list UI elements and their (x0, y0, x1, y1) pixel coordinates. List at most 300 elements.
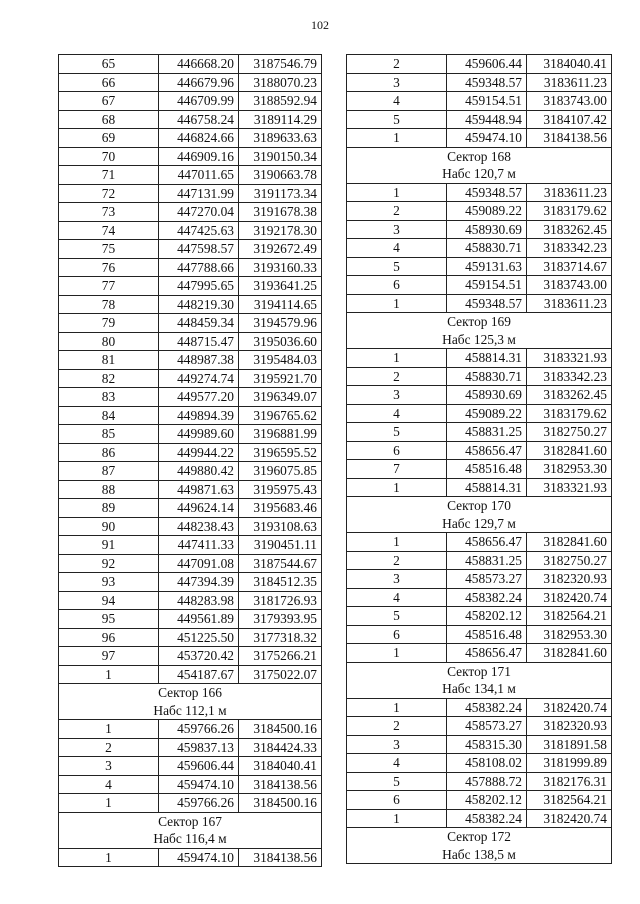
coord-y: 3184500.16 (239, 720, 322, 739)
coord-y: 3195975.43 (239, 480, 322, 499)
coord-y: 3194114.65 (239, 295, 322, 314)
table-row (59, 166, 322, 185)
coord-y: 3195484.03 (239, 351, 322, 370)
coord-x: 453720.42 (159, 647, 239, 666)
coord-y: 3183179.62 (527, 404, 612, 423)
coord-x: 459348.57 (447, 73, 527, 92)
point-number: 5 (347, 607, 447, 626)
point-number: 85 (59, 425, 159, 444)
coord-y: 3190150.34 (239, 147, 322, 166)
table-row (59, 203, 322, 222)
table-row (347, 698, 612, 717)
coord-y: 3182841.60 (527, 644, 612, 663)
table-row (347, 735, 612, 754)
point-number: 6 (347, 625, 447, 644)
table-row (59, 221, 322, 240)
table-row (59, 757, 322, 776)
point-number: 3 (59, 757, 159, 776)
coord-x: 449894.39 (159, 406, 239, 425)
table-row (59, 388, 322, 407)
table-row (347, 257, 612, 276)
point-number: 3 (347, 73, 447, 92)
coord-x: 458108.02 (447, 754, 527, 773)
point-number: 96 (59, 628, 159, 647)
point-number: 2 (347, 717, 447, 736)
point-number: 4 (347, 239, 447, 258)
point-number: 75 (59, 240, 159, 259)
table-row (59, 55, 322, 74)
point-number: 4 (347, 754, 447, 773)
point-number: 95 (59, 610, 159, 629)
coord-x: 448715.47 (159, 332, 239, 351)
coord-y: 3193641.25 (239, 277, 322, 296)
sector-height-row (59, 702, 322, 720)
coord-y: 3182841.60 (527, 533, 612, 552)
table-body-left (59, 55, 322, 867)
point-number: 6 (347, 791, 447, 810)
coord-x: 459348.57 (447, 183, 527, 202)
coord-y: 3182841.60 (527, 441, 612, 460)
table-row (59, 591, 322, 610)
coord-x: 447788.66 (159, 258, 239, 277)
coord-x: 447995.65 (159, 277, 239, 296)
table-row (347, 55, 612, 74)
table-row (59, 295, 322, 314)
sector-header-row (347, 497, 612, 515)
table-row (59, 517, 322, 536)
coord-x: 458831.25 (447, 423, 527, 442)
coord-x: 458656.47 (447, 644, 527, 663)
table-row (59, 147, 322, 166)
coord-x: 449880.42 (159, 462, 239, 481)
coord-x: 446824.66 (159, 129, 239, 148)
coord-x: 459474.10 (447, 129, 527, 148)
coord-y: 3182420.74 (527, 588, 612, 607)
coord-x: 459606.44 (159, 757, 239, 776)
coord-y: 3196595.52 (239, 443, 322, 462)
point-number: 1 (347, 698, 447, 717)
sector-height-row (347, 846, 612, 864)
coord-y: 3184512.35 (239, 573, 322, 592)
point-number: 2 (347, 202, 447, 221)
coord-x: 458656.47 (447, 441, 527, 460)
sector-height-row (347, 331, 612, 349)
coord-y: 3191678.38 (239, 203, 322, 222)
coord-y: 3189114.29 (239, 110, 322, 129)
coord-y: 3182953.30 (527, 460, 612, 479)
table-row (347, 386, 612, 405)
point-number: 1 (59, 848, 159, 867)
table-body-right (347, 55, 612, 864)
point-number: 78 (59, 295, 159, 314)
coord-y: 3179393.95 (239, 610, 322, 629)
coord-x: 459448.94 (447, 110, 527, 129)
coord-x: 447598.57 (159, 240, 239, 259)
sector-height-row (59, 830, 322, 848)
coord-x: 458382.24 (447, 698, 527, 717)
sector-height-row (347, 680, 612, 698)
point-number: 74 (59, 221, 159, 240)
table-row (59, 240, 322, 259)
coord-x: 446679.96 (159, 73, 239, 92)
point-number: 2 (347, 55, 447, 74)
table-row (59, 184, 322, 203)
coord-x: 458516.48 (447, 460, 527, 479)
table-row (347, 183, 612, 202)
table-row (347, 276, 612, 295)
coord-x: 458831.25 (447, 551, 527, 570)
coord-x: 446668.20 (159, 55, 239, 74)
coord-x: 448987.38 (159, 351, 239, 370)
coordinates-table-right (346, 54, 612, 864)
coord-y: 3183179.62 (527, 202, 612, 221)
point-number: 1 (347, 349, 447, 368)
point-number: 4 (59, 775, 159, 794)
point-number: 81 (59, 351, 159, 370)
table-row (347, 754, 612, 773)
coord-y: 3183321.93 (527, 478, 612, 497)
coord-y: 3194579.96 (239, 314, 322, 333)
coord-y: 3183611.23 (527, 183, 612, 202)
coord-x: 458830.71 (447, 367, 527, 386)
coord-x: 459131.63 (447, 257, 527, 276)
point-number: 65 (59, 55, 159, 74)
table-row (347, 239, 612, 258)
coord-y: 3187546.79 (239, 55, 322, 74)
point-number: 4 (347, 404, 447, 423)
table-row (59, 480, 322, 499)
sector-title: Сектор 167 (59, 812, 322, 830)
table-row (59, 573, 322, 592)
coordinates-table-left (58, 54, 322, 867)
coord-y: 3184138.56 (239, 848, 322, 867)
coord-y: 3192178.30 (239, 221, 322, 240)
coord-y: 3191173.34 (239, 184, 322, 203)
coord-y: 3184138.56 (527, 129, 612, 148)
coord-y: 3183321.93 (527, 349, 612, 368)
point-number: 1 (347, 183, 447, 202)
coord-y: 3184107.42 (527, 110, 612, 129)
coord-x: 457888.72 (447, 772, 527, 791)
coord-x: 458930.69 (447, 220, 527, 239)
coord-x: 458930.69 (447, 386, 527, 405)
coord-x: 447131.99 (159, 184, 239, 203)
coord-x: 458814.31 (447, 478, 527, 497)
table-row (59, 425, 322, 444)
point-number: 93 (59, 573, 159, 592)
table-row (59, 848, 322, 867)
coord-y: 3182750.27 (527, 551, 612, 570)
table-row (347, 717, 612, 736)
coord-y: 3182953.30 (527, 625, 612, 644)
sector-height-row (347, 165, 612, 183)
point-number: 83 (59, 388, 159, 407)
coord-y: 3181726.93 (239, 591, 322, 610)
table-row (59, 129, 322, 148)
sector-title: Сектор 169 (347, 313, 612, 331)
table-row (59, 775, 322, 794)
table-row (347, 625, 612, 644)
page-number: 102 (311, 18, 329, 32)
table-row (59, 554, 322, 573)
coord-x: 448459.34 (159, 314, 239, 333)
coord-x: 446758.24 (159, 110, 239, 129)
table-row (59, 258, 322, 277)
coord-x: 447091.08 (159, 554, 239, 573)
table-row (59, 443, 322, 462)
table-row (347, 551, 612, 570)
table-row (59, 794, 322, 813)
coord-y: 3183611.23 (527, 73, 612, 92)
coord-y: 3193160.33 (239, 258, 322, 277)
coord-y: 3189633.63 (239, 129, 322, 148)
coord-x: 458202.12 (447, 607, 527, 626)
point-number: 4 (347, 92, 447, 111)
coord-y: 3195036.60 (239, 332, 322, 351)
point-number: 79 (59, 314, 159, 333)
table-row (347, 478, 612, 497)
coord-x: 459089.22 (447, 202, 527, 221)
point-number: 1 (347, 644, 447, 663)
coord-x: 446909.16 (159, 147, 239, 166)
table-row (347, 73, 612, 92)
table-row (347, 202, 612, 221)
point-number: 87 (59, 462, 159, 481)
sector-habs: Набс 129,7 м (347, 515, 612, 533)
table-row (347, 570, 612, 589)
table-row (59, 277, 322, 296)
coord-x: 458202.12 (447, 791, 527, 810)
coord-x: 447411.33 (159, 536, 239, 555)
coord-y: 3184138.56 (239, 775, 322, 794)
point-number: 66 (59, 73, 159, 92)
point-number: 7 (347, 460, 447, 479)
coord-x: 451225.50 (159, 628, 239, 647)
point-number: 91 (59, 536, 159, 555)
coord-y: 3182564.21 (527, 791, 612, 810)
coord-y: 3182320.93 (527, 570, 612, 589)
table-row (59, 647, 322, 666)
sector-header-row (347, 147, 612, 165)
point-number: 68 (59, 110, 159, 129)
coord-x: 449871.63 (159, 480, 239, 499)
table-row (347, 588, 612, 607)
coord-x: 458830.71 (447, 239, 527, 258)
coord-x: 458656.47 (447, 533, 527, 552)
coord-y: 3190663.78 (239, 166, 322, 185)
table-row (59, 110, 322, 129)
point-number: 90 (59, 517, 159, 536)
point-number: 3 (347, 570, 447, 589)
sector-title: Сектор 170 (347, 497, 612, 515)
coord-x: 458573.27 (447, 570, 527, 589)
coord-y: 3181891.58 (527, 735, 612, 754)
coord-y: 3183262.45 (527, 386, 612, 405)
point-number: 92 (59, 554, 159, 573)
coord-x: 459837.13 (159, 738, 239, 757)
coord-x: 459474.10 (159, 775, 239, 794)
coord-y: 3182564.21 (527, 607, 612, 626)
point-number: 3 (347, 386, 447, 405)
sector-header-row (59, 812, 322, 830)
point-number: 69 (59, 129, 159, 148)
coord-x: 458516.48 (447, 625, 527, 644)
coord-y: 3196881.99 (239, 425, 322, 444)
point-number: 1 (347, 533, 447, 552)
coord-y: 3184424.33 (239, 738, 322, 757)
coord-x: 458814.31 (447, 349, 527, 368)
coord-x: 448238.43 (159, 517, 239, 536)
coord-x: 449561.89 (159, 610, 239, 629)
table-row (347, 533, 612, 552)
point-number: 86 (59, 443, 159, 462)
coord-x: 449989.60 (159, 425, 239, 444)
point-number: 72 (59, 184, 159, 203)
coord-y: 3196075.85 (239, 462, 322, 481)
coord-y: 3196349.07 (239, 388, 322, 407)
coord-y: 3182320.93 (527, 717, 612, 736)
point-number: 1 (347, 809, 447, 828)
point-number: 82 (59, 369, 159, 388)
coord-y: 3182420.74 (527, 698, 612, 717)
point-number: 1 (347, 478, 447, 497)
sector-title: Сектор 171 (347, 662, 612, 680)
sector-habs: Набс 120,7 м (347, 165, 612, 183)
coord-x: 459348.57 (447, 294, 527, 313)
coord-y: 3184040.41 (239, 757, 322, 776)
coord-y: 3192672.49 (239, 240, 322, 259)
coord-y: 3184040.41 (527, 55, 612, 74)
coord-y: 3196765.62 (239, 406, 322, 425)
table-row (347, 791, 612, 810)
point-number: 94 (59, 591, 159, 610)
point-number: 84 (59, 406, 159, 425)
coord-x: 458315.30 (447, 735, 527, 754)
table-row (59, 738, 322, 757)
table-row (347, 644, 612, 663)
coord-x: 448219.30 (159, 295, 239, 314)
point-number: 5 (347, 772, 447, 791)
table-row (59, 628, 322, 647)
table-row (347, 809, 612, 828)
point-number: 1 (59, 794, 159, 813)
table-row (59, 406, 322, 425)
coord-y: 3182750.27 (527, 423, 612, 442)
table-row (347, 294, 612, 313)
table-row (347, 460, 612, 479)
sector-height-row (347, 515, 612, 533)
point-number: 3 (347, 220, 447, 239)
point-number: 1 (347, 129, 447, 148)
coord-y: 3193108.63 (239, 517, 322, 536)
coord-x: 447270.04 (159, 203, 239, 222)
point-number: 80 (59, 332, 159, 351)
table-row (59, 73, 322, 92)
coord-x: 449944.22 (159, 443, 239, 462)
point-number: 89 (59, 499, 159, 518)
point-number: 73 (59, 203, 159, 222)
sector-title: Сектор 168 (347, 147, 612, 165)
coord-y: 3183262.45 (527, 220, 612, 239)
table-row (59, 536, 322, 555)
coord-x: 459154.51 (447, 92, 527, 111)
table-row (347, 423, 612, 442)
coord-y: 3175266.21 (239, 647, 322, 666)
coord-x: 447394.39 (159, 573, 239, 592)
coord-y: 3183342.23 (527, 239, 612, 258)
point-number: 1 (59, 665, 159, 684)
point-number: 6 (347, 276, 447, 295)
coord-y: 3183714.67 (527, 257, 612, 276)
coord-y: 3188070.23 (239, 73, 322, 92)
point-number: 2 (59, 738, 159, 757)
table-row (347, 349, 612, 368)
coord-x: 458382.24 (447, 588, 527, 607)
coord-x: 446709.99 (159, 92, 239, 111)
coord-x: 448283.98 (159, 591, 239, 610)
coord-y: 3175022.07 (239, 665, 322, 684)
coord-x: 459766.26 (159, 794, 239, 813)
coord-y: 3183342.23 (527, 367, 612, 386)
table-row (59, 499, 322, 518)
sector-title: Сектор 166 (59, 684, 322, 702)
point-number: 3 (347, 735, 447, 754)
coord-x: 459766.26 (159, 720, 239, 739)
table-row (59, 351, 322, 370)
point-number: 2 (347, 367, 447, 386)
coord-y: 3195921.70 (239, 369, 322, 388)
table-row (59, 92, 322, 111)
point-number: 4 (347, 588, 447, 607)
point-number: 2 (347, 551, 447, 570)
point-number: 97 (59, 647, 159, 666)
table-row (347, 607, 612, 626)
point-number: 77 (59, 277, 159, 296)
coord-x: 459154.51 (447, 276, 527, 295)
point-number: 88 (59, 480, 159, 499)
coord-x: 459606.44 (447, 55, 527, 74)
table-row (347, 441, 612, 460)
coord-y: 3177318.32 (239, 628, 322, 647)
coord-x: 458382.24 (447, 809, 527, 828)
table-row (347, 772, 612, 791)
point-number: 76 (59, 258, 159, 277)
sector-habs: Набс 125,3 м (347, 331, 612, 349)
coord-x: 459089.22 (447, 404, 527, 423)
sector-header-row (347, 828, 612, 846)
table-row (59, 665, 322, 684)
sector-habs: Набс 112,1 м (59, 702, 322, 720)
coord-y: 3190451.11 (239, 536, 322, 555)
point-number: 71 (59, 166, 159, 185)
table-row (347, 220, 612, 239)
coord-x: 449577.20 (159, 388, 239, 407)
coord-y: 3187544.67 (239, 554, 322, 573)
coord-y: 3183611.23 (527, 294, 612, 313)
table-row (59, 720, 322, 739)
coord-x: 447011.65 (159, 166, 239, 185)
sector-title: Сектор 172 (347, 828, 612, 846)
sector-habs: Набс 134,1 м (347, 680, 612, 698)
table-row (59, 369, 322, 388)
sector-header-row (347, 313, 612, 331)
table-row (347, 110, 612, 129)
coord-x: 449274.74 (159, 369, 239, 388)
point-number: 5 (347, 257, 447, 276)
table-row (59, 332, 322, 351)
point-number: 67 (59, 92, 159, 111)
coord-x: 458573.27 (447, 717, 527, 736)
